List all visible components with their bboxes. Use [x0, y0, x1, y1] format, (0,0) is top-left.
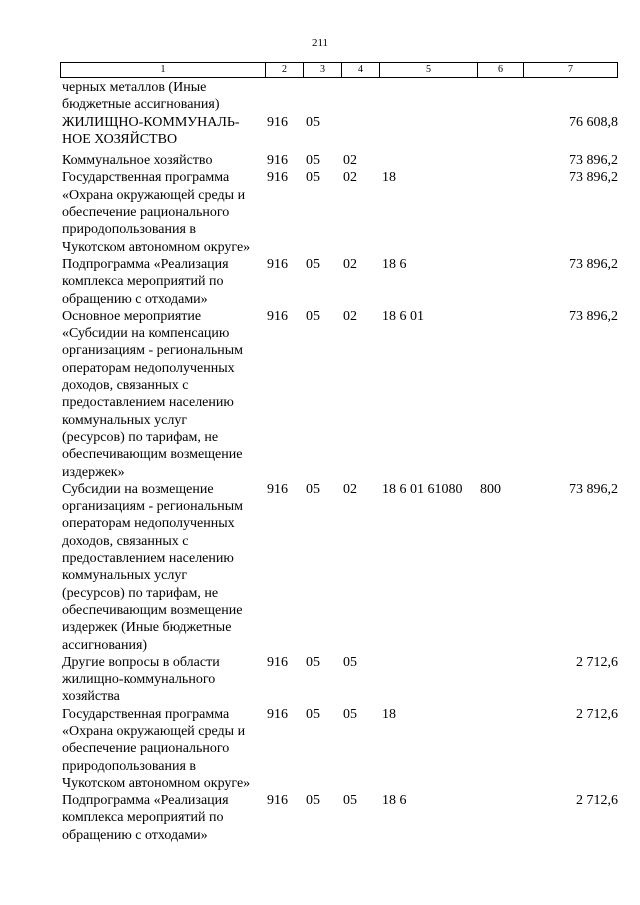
cell-c3: 05 — [306, 170, 320, 186]
row-name-line: предоставлением населению — [62, 395, 234, 411]
cell-c2: 916 — [267, 481, 288, 497]
row-name-line: обеспечение рационального — [62, 741, 230, 757]
row-name-line: издержек (Иные бюджетные — [62, 620, 232, 636]
cell-c5: 18 6 — [382, 256, 407, 272]
cell-c4: 02 — [343, 308, 357, 324]
cell-c7: 73 896,2 — [569, 153, 618, 169]
row-name-line: (ресурсов) по тарифам, не — [62, 429, 219, 445]
table-row — [62, 654, 618, 706]
cell-c5: 18 — [382, 170, 396, 186]
table-row — [62, 481, 618, 654]
row-name-line: Чукотском автономном округе» — [62, 775, 251, 791]
cell-c5: 18 6 01 — [382, 308, 424, 324]
cell-c7: 2 712,6 — [576, 654, 618, 670]
row-name-line: обращению с отходами» — [62, 827, 208, 843]
cell-c2: 916 — [267, 793, 288, 809]
cell-c7: 73 896,2 — [569, 481, 618, 497]
cell-c2: 916 — [267, 153, 288, 169]
cell-c4: 05 — [343, 654, 357, 670]
row-name — [62, 256, 264, 308]
cell-c7: 76 608,8 — [569, 114, 618, 130]
row-name-line: предоставлением населению — [62, 551, 234, 567]
row-name — [62, 152, 264, 169]
cell-c3: 05 — [306, 481, 320, 497]
cell-c7: 73 896,2 — [569, 308, 618, 324]
row-name-line: Государственная программа — [62, 706, 230, 722]
header-col-6: 6 — [478, 63, 524, 78]
row-name-line: доходов, связанных с — [62, 378, 189, 394]
table-row — [62, 256, 618, 308]
cell-c4: 02 — [343, 170, 357, 186]
row-name-line: Чукотском автономном округе» — [62, 239, 251, 255]
row-name-line: НОЕ ХОЗЯЙСТВО — [62, 131, 178, 147]
row-name-line: организациям - региональным — [62, 499, 244, 515]
cell-c7: 73 896,2 — [569, 170, 618, 186]
row-name-line: обеспечение рационального — [62, 205, 230, 221]
cell-c6: 800 — [480, 481, 501, 497]
cell-c7: 2 712,6 — [576, 793, 618, 809]
header-col-7: 7 — [524, 63, 618, 78]
cell-c4: 02 — [343, 256, 357, 272]
cell-c7: 2 712,6 — [576, 706, 618, 722]
header-col-3: 3 — [304, 63, 342, 78]
row-name-line: «Охрана окружающей среды и — [62, 187, 246, 203]
row-name-line: бюджетные ассигнования) — [62, 97, 220, 113]
table-row — [62, 114, 618, 149]
cell-c4: 05 — [343, 793, 357, 809]
row-name-line: ассигнования) — [62, 637, 148, 653]
row-name-line: коммунальных услуг — [62, 412, 188, 428]
row-name-line: доходов, связанных с — [62, 533, 189, 549]
table-row — [62, 308, 618, 481]
table-header — [60, 62, 618, 78]
row-name-line: Коммунальное хозяйство — [62, 153, 213, 169]
row-name-line: Подпрограмма «Реализация — [62, 793, 229, 809]
cell-c5: 18 — [382, 706, 396, 722]
header-col-1: 1 — [61, 63, 266, 78]
row-name-line: «Субсидии на компенсацию — [62, 326, 230, 342]
row-name-line: «Охрана окружающей среды и — [62, 723, 246, 739]
table-row — [62, 792, 618, 844]
row-name-line: комплекса мероприятий по — [62, 810, 224, 826]
row-name — [62, 654, 264, 706]
cell-c4: 05 — [343, 706, 357, 722]
row-name — [62, 308, 264, 481]
row-name-line: ЖИЛИЩНО-КОММУНАЛЬ- — [62, 114, 240, 130]
row-name — [62, 792, 264, 844]
header-col-2: 2 — [266, 63, 304, 78]
table-row — [62, 706, 618, 792]
row-name-line: комплекса мероприятий по — [62, 274, 224, 290]
cell-c4: 02 — [343, 153, 357, 169]
row-name-line: обеспечивающим возмещение — [62, 602, 243, 618]
row-name-line: обеспечивающим возмещение — [62, 447, 243, 463]
cell-c2: 916 — [267, 706, 288, 722]
cell-c2: 916 — [267, 170, 288, 186]
row-name-line: Подпрограмма «Реализация — [62, 256, 229, 272]
row-name-line: природопользования в — [62, 758, 197, 774]
cell-c3: 05 — [306, 153, 320, 169]
table-row — [62, 79, 618, 114]
cell-c3: 05 — [306, 256, 320, 272]
row-name-line: Основное мероприятие — [62, 308, 202, 324]
row-name — [62, 79, 264, 114]
page-number: 211 — [311, 37, 329, 49]
row-name — [62, 114, 264, 149]
table-row — [62, 169, 618, 255]
table-row — [62, 152, 618, 169]
cell-c2: 916 — [267, 256, 288, 272]
cell-c5: 18 6 01 61080 — [382, 481, 463, 497]
header-col-4: 4 — [342, 63, 380, 78]
cell-c3: 05 — [306, 654, 320, 670]
cell-c5: 18 6 — [382, 793, 407, 809]
row-name-line: коммунальных услуг — [62, 568, 188, 584]
cell-c7: 73 896,2 — [569, 256, 618, 272]
row-name-line: хозяйства — [62, 689, 120, 705]
row-name — [62, 169, 264, 255]
cell-c4: 02 — [343, 481, 357, 497]
row-name-line: операторам недополученных — [62, 360, 235, 376]
row-name-line: обращению с отходами» — [62, 291, 208, 307]
row-name-line: Другие вопросы в области — [62, 654, 220, 670]
table-body — [62, 79, 618, 844]
row-name-line: Субсидии на возмещение — [62, 481, 214, 497]
row-name-line: организациям - региональным — [62, 343, 244, 359]
row-name — [62, 706, 264, 792]
row-name-line: операторам недополученных — [62, 516, 235, 532]
header-col-5: 5 — [380, 63, 478, 78]
cell-c2: 916 — [267, 114, 288, 130]
row-name-line: (ресурсов) по тарифам, не — [62, 585, 219, 601]
cell-c2: 916 — [267, 654, 288, 670]
cell-c3: 05 — [306, 793, 320, 809]
cell-c3: 05 — [306, 114, 320, 130]
row-name-line: Государственная программа — [62, 170, 230, 186]
cell-c2: 916 — [267, 308, 288, 324]
row-name — [62, 481, 264, 654]
row-name-line: жилищно-коммунального — [62, 672, 216, 688]
cell-c3: 05 — [306, 308, 320, 324]
row-name-line: издержек» — [62, 464, 125, 480]
row-name-line: черных металлов (Иные — [62, 80, 207, 95]
row-name-line: природопользования в — [62, 222, 197, 238]
cell-c3: 05 — [306, 706, 320, 722]
